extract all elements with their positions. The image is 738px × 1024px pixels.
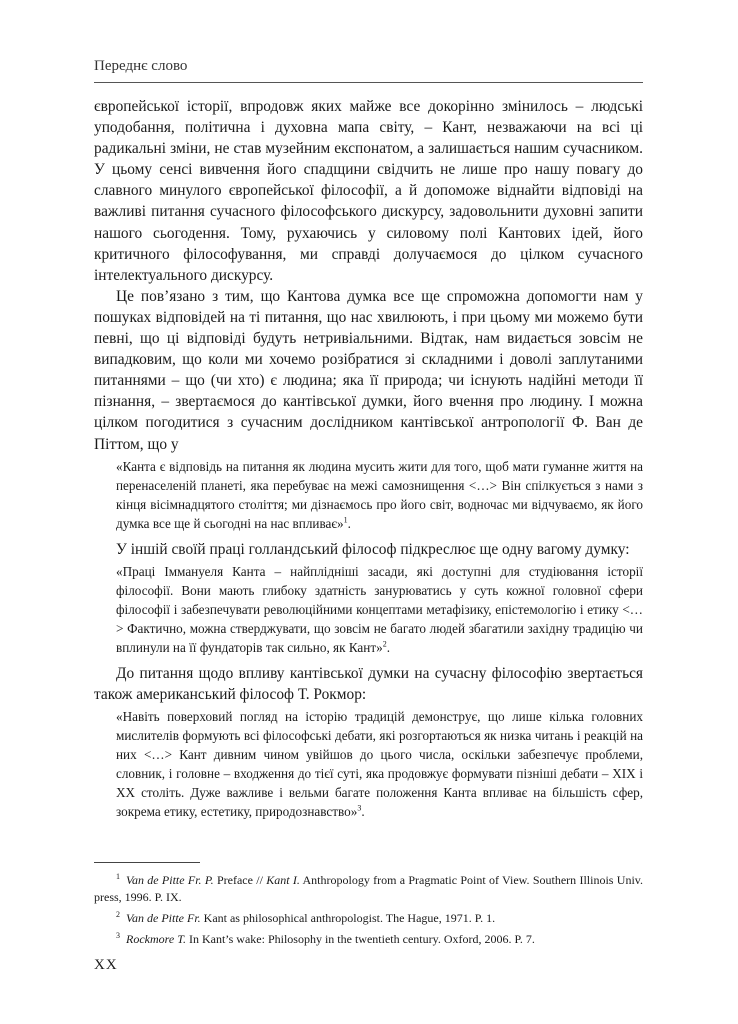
footnotes [94,868,643,948]
footnote-3-text: In Kant’s wake: Philosophy in the twentieth century. Oxford, 2006. P. 7. [185,932,535,946]
paragraph-2: Це пов’язано з тим, що Кантова думка все ще спроможна допомогти нам у пошуках відповідей на ті питання, що нас хвилюють, і при цьому ми можемо бути певні, що ці відповіді будуть нетривіальними. Відтак, нам видається зовсім не випадковим, що коли ми хочемо розібратися зі складними і доволі заплутаними питаннями – що (чи хто) є людина; яка її природа; чи існують надійні методи її пізнання, – звертаємося до кантівської думки, його вчення про людину. І можна цілком погодитися з сучасним дослідником кантівської антропології Ф. Ван де Піттом, що у [94,287,643,453]
quote-1-text: «Канта є відповідь на питання як людина мусить жити для того, щоб мати гуманне життя на перенаселеній планеті, яка перебуває на межі самознищення <…> Він спілкується з нами з кінця вісімнадцятого століття; ми дізнаємось про його світ, водночас ми відчуваємо, як його думка все ще й сьогодні на нас впливає» [116,458,643,531]
page-number: XX [94,957,118,973]
footnote-2-text: Kant as philosophical anthropologist. The Hague, 1971. P. 1. [200,911,496,925]
footnote-rule [94,862,200,863]
footnote-1-text-b: Anthropology from a Pragmatic Point of View. Southern Illinois Univ. press, 1996. P. IX. [94,873,644,904]
footnote-ref-2[interactable]: 2 [382,639,387,649]
quote-2-text: «Праці Іммануеля Канта – найплідніші засади, які доступні для студіювання історії філософії. Вони мають глибоку здатність занурюватись у суть кожної головної сфери філософії і забезпечувати революційними концептами метафізику, епістемологію і етику <…> Фактично, можна стверджувати, що зовсім не багато людей збагатили західну традицію чи вплинули на її фундаторів так сильно, як Кант» [116,563,643,655]
footnote-ref-3[interactable]: 3 [357,803,362,813]
paragraph-4: До питання щодо впливу кантівської думки на сучасну філософію звертається також американський філософ Т. Рокмор: [94,664,643,703]
main-text [94,96,643,821]
footnote-1-number: 1 [116,872,120,881]
footnote-1-text-a: Preface // [213,873,267,887]
quote-3-text: «Навіть поверховий погляд на історію традицій демонструє, що лише кілька головних мислителів формують всі філософські дебати, які розгортаються як низка читань і реакцій на них <…> Кант дивним чином увійшов до цього числа, оскільки забезпечує проблеми, словник, і головне – входження до тієї суті, яка продовжує формувати пізніші дебати – XIX і XX століть. Дуже важливе і вельми багате положення Канта впливає на більшість сфер, зокрема етику, естетику, природознавство» [116,708,643,819]
paragraph-3: У іншій своїй праці голландський філософ підкреслює ще одну вагому думку: [116,540,630,558]
footnote-ref-1[interactable]: 1 [343,515,348,525]
running-header: Переднє слово [94,58,188,74]
footnote-2 [94,906,643,927]
block-quote-2: «Праці Іммануеля Канта – найплідніші засади, які доступні для студіювання історії філософії. Вони мають глибоку здатність занурюватись у суть кожної головної сфери філософії і забезпечувати революційними концептами метафізику, епістемологію і етику <…> Фактично, можна стверджувати, що зовсім не багато людей збагатили західну традицію чи вплинули на її фундаторів так сильно, як Кант»$^2$. [116,563,643,655]
footnote-2-number: 2 [116,910,120,919]
footnote-1-author-2: Kant I. [266,873,300,887]
block-quote-1: «Канта є відповідь на питання як людина мусить жити для того, щоб мати гуманне життя на перенаселеній планеті, яка перебуває на межі самознищення <…> Він спілкується з нами з кінця вісімнадцятого століття; ми дізнаємось про його світ, водночас ми відчуваємо, як його думка все ще й сьогодні на нас впливає»$^1$. [116,458,643,531]
footnote-3-number: 3 [116,931,120,940]
footnote-1 [94,868,643,906]
footnote-1-author: Van de Pitte Fr. P. [126,873,214,887]
footnote-2-author: Van de Pitte Fr. [126,911,201,925]
paragraph-1: європейської історії, впродовж яких майже все докорінно змінилось – людські уподобання, політична і духовна мапа світу, – Кант, незважаючи на всі ці радикальні зміни, не став музейним експонатом, а залишається нашим сучасником. У цьому сенсі вивчення його спадщини свідчить не лише про нашу повагу до славного минулого європейської філософії, а й допоможе віднайти відповіді на важливі питання сучасного філософського дискурсу, задовольнити духовні запити нашого сьогодення. Тому, рухаючись у силовому полі Кантових ідей, його критичного філософування, ми справді долучаємося до цілком сучасного інтелектуального дискурсу. [94,98,643,284]
footnote-3-author: Rockmore T. [126,932,186,946]
header-rule [94,82,643,83]
block-quote-3: «Навіть поверховий погляд на історію традицій демонструє, що лише кілька головних мислителів формують всі філософські дебати, які розгортаються як низка читань і реакцій на них <…> Кант дивним чином увійшов до цього числа, оскільки забезпечує проблеми, словник, і головне – входження до тієї суті, яка продовжує формувати пізніші дебати – XIX і XX століть. Дуже важливе і вельми багате положення Канта впливає на більшість сфер, зокрема етику, естетику, природознавство»$^3$. [116,708,643,819]
footnote-3 [94,927,643,948]
